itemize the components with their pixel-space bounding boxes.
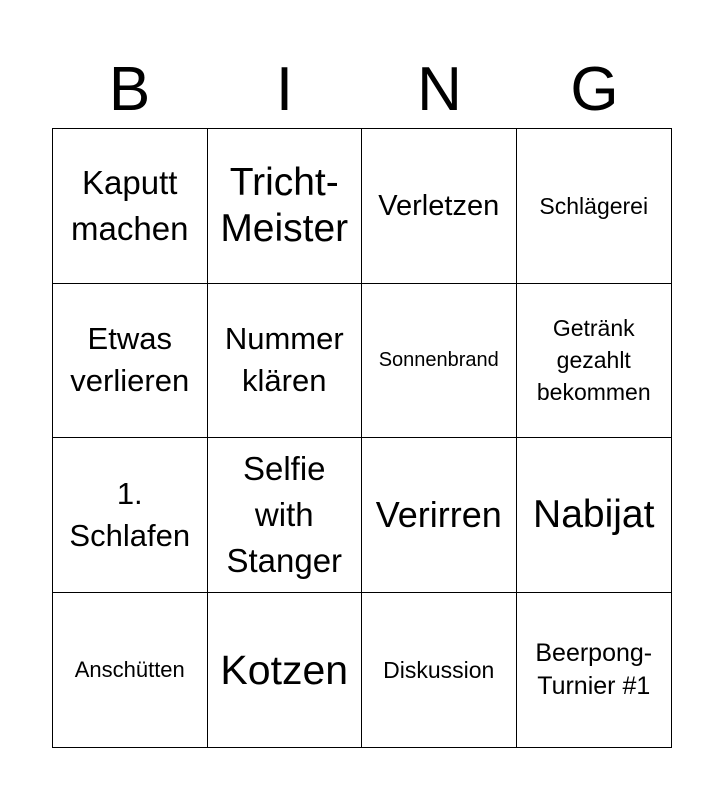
cell-label: Selfie with Stanger [226, 449, 343, 579]
bingo-cell[interactable] [53, 129, 208, 284]
cell-label: Getränk gezahlt bekommen [536, 315, 651, 406]
bingo-cell[interactable] [362, 284, 517, 439]
bingo-cell[interactable] [208, 284, 363, 439]
cell-label: Tricht-Meister [220, 160, 349, 250]
cell-label: Anschütten [74, 657, 185, 683]
bingo-cell[interactable] [517, 438, 672, 593]
header-letter-b: B [108, 55, 151, 124]
header-letter-i: I [275, 55, 294, 124]
bingo-cell[interactable] [208, 438, 363, 593]
cell-label: Nummer klären [224, 321, 344, 399]
cell-label: Etwas verlieren [70, 321, 190, 399]
cell-label: Kotzen [220, 646, 349, 693]
bingo-cell[interactable] [517, 129, 672, 284]
bingo-cell[interactable] [362, 593, 517, 748]
cell-label: Schlägerei [539, 192, 649, 219]
bingo-cell[interactable] [517, 593, 672, 748]
cell-label: Nabijat [533, 492, 655, 536]
bingo-header [52, 52, 672, 128]
bingo-cell[interactable] [208, 129, 363, 284]
cell-label: 1. Schlafen [69, 475, 191, 553]
bingo-cell[interactable] [53, 284, 208, 439]
cell-label: Verirren [375, 493, 502, 535]
header-letter-g: G [570, 55, 619, 124]
header-letter-n: N [417, 55, 462, 124]
cell-label: Kaputt machen [71, 163, 189, 247]
cell-label: Diskussion [383, 656, 495, 683]
cell-label: Sonnenbrand [378, 349, 499, 372]
bingo-cell[interactable] [53, 593, 208, 748]
bingo-cell[interactable] [53, 438, 208, 593]
bingo-cell[interactable] [362, 129, 517, 284]
cell-label: Verletzen [378, 189, 500, 222]
cell-label: Beerpong-Turnier #1 [535, 638, 653, 700]
bingo-cell[interactable] [517, 284, 672, 439]
bingo-cell[interactable] [208, 593, 363, 748]
bingo-cell[interactable] [362, 438, 517, 593]
bingo-board [52, 128, 672, 748]
